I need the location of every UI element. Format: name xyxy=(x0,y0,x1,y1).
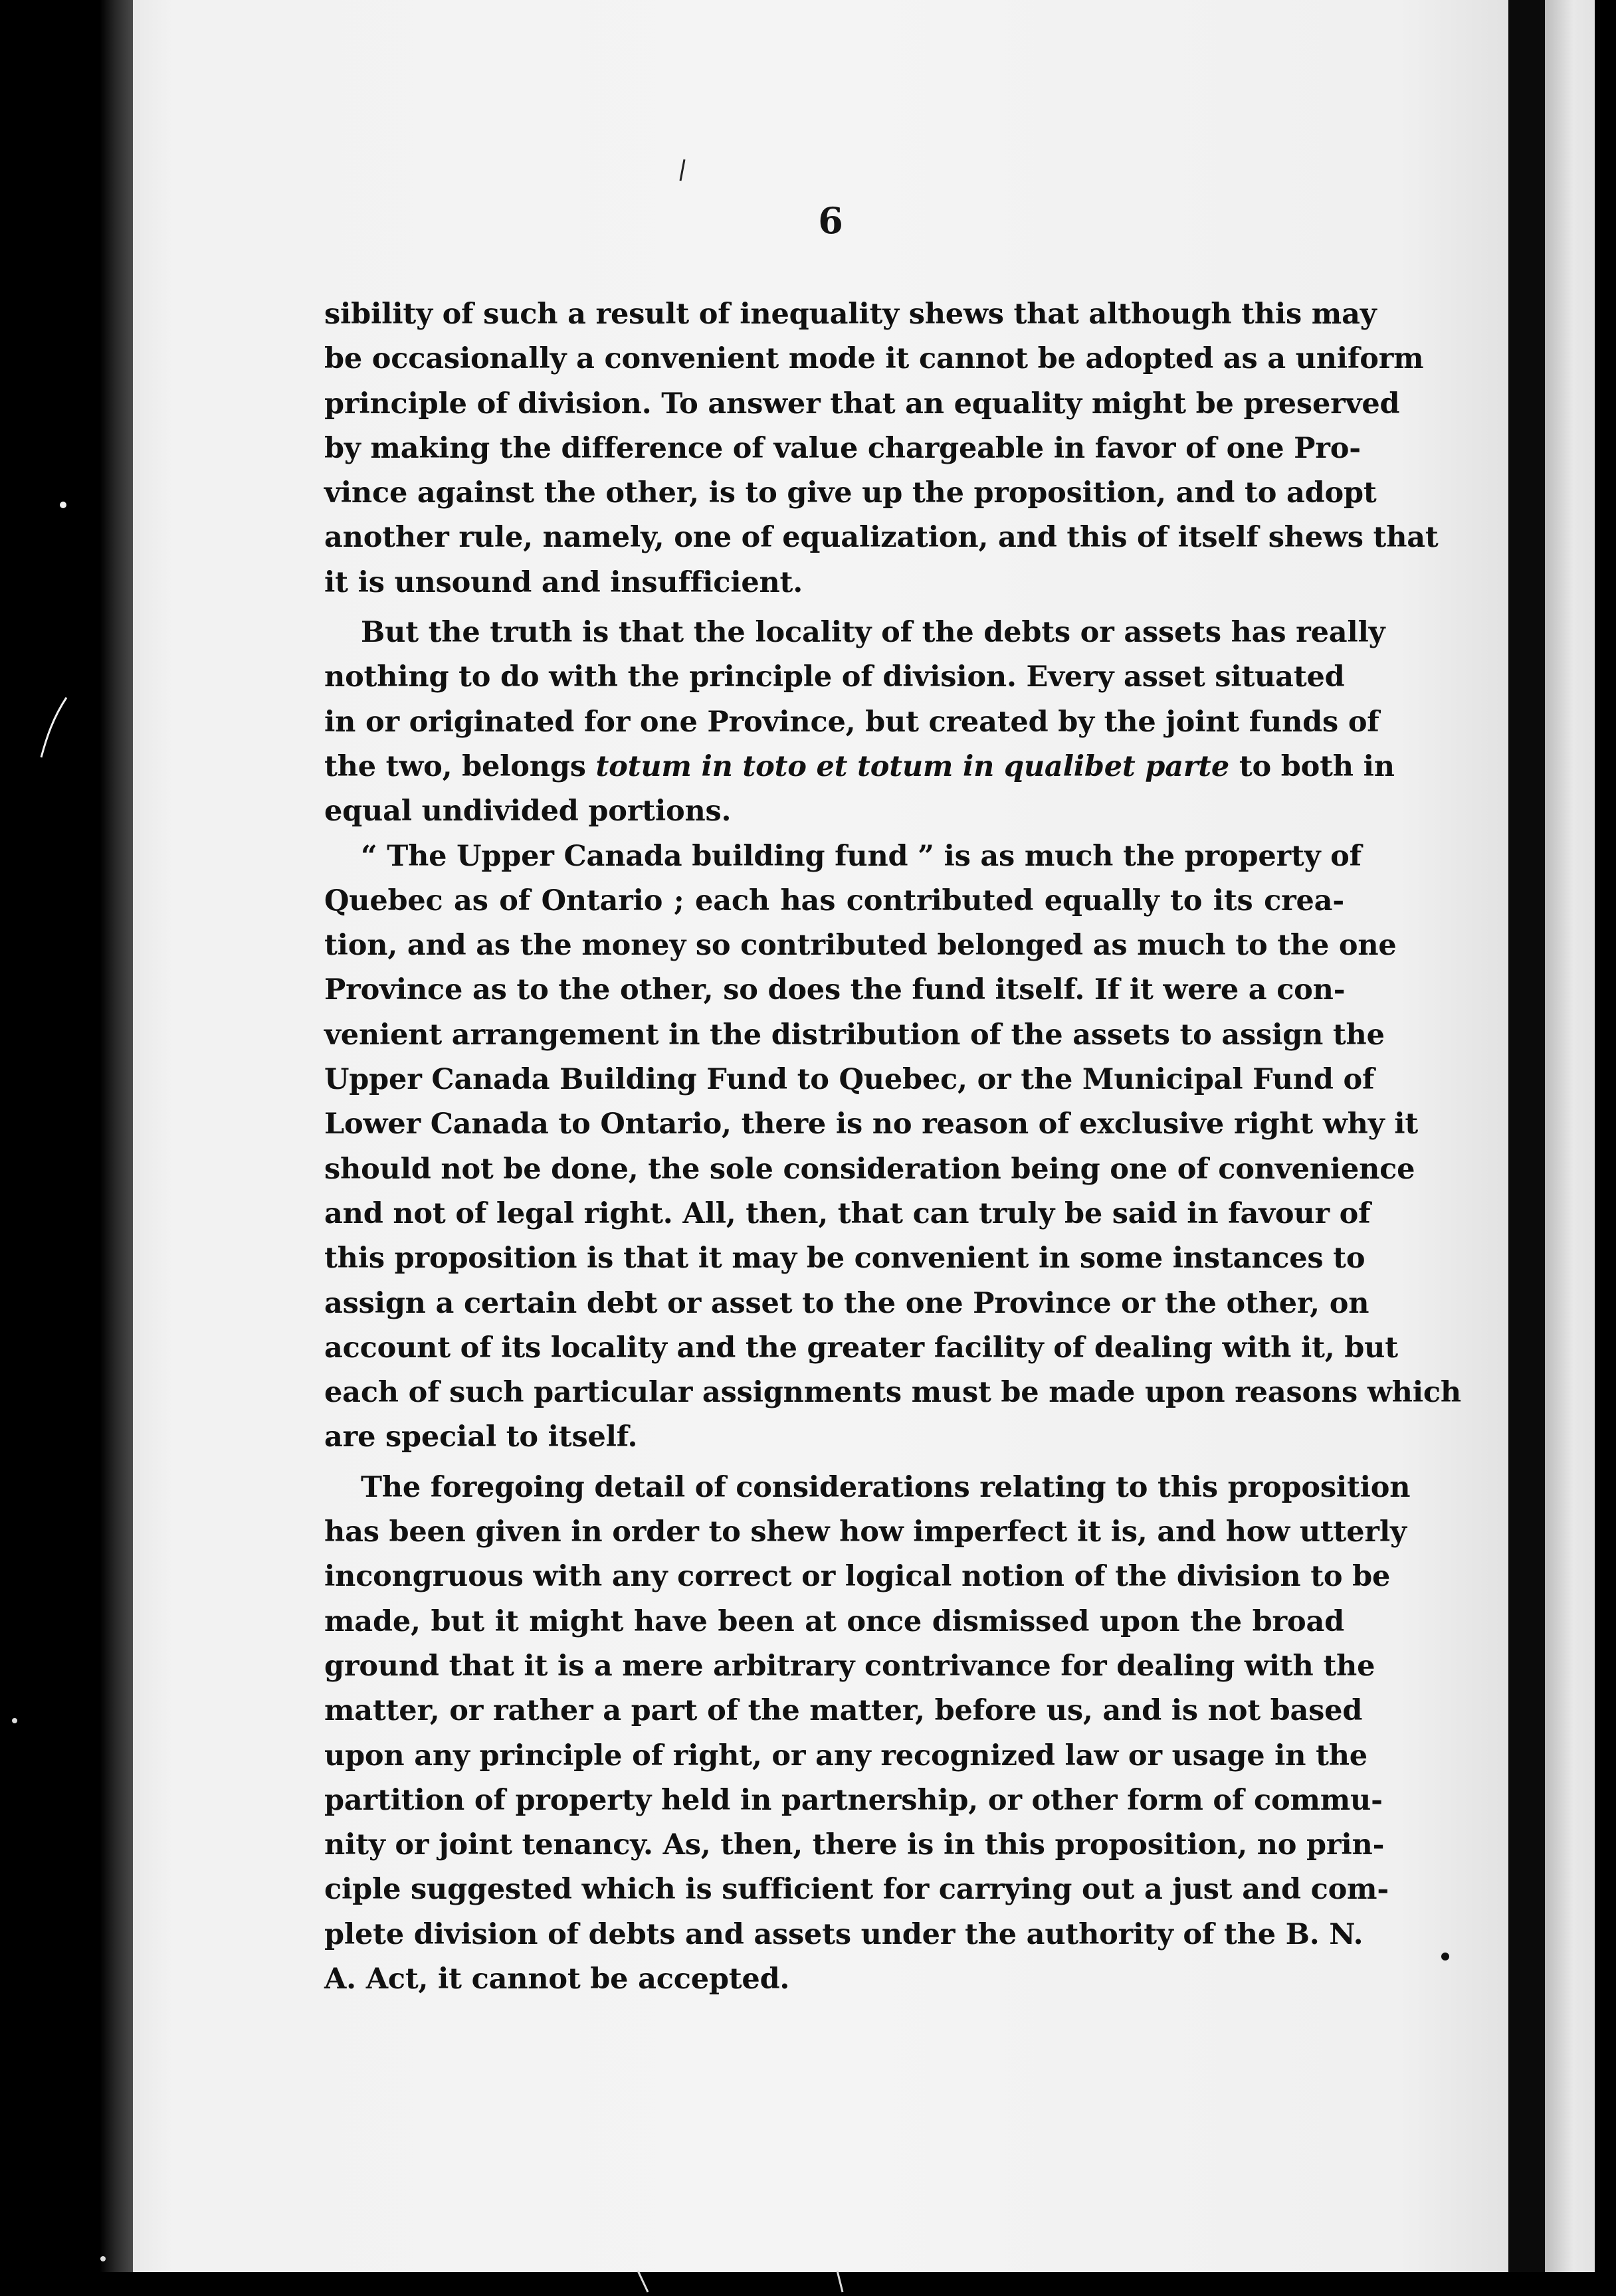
text-line: it is unsound and insufficient. xyxy=(324,565,803,599)
scan-left-margin xyxy=(0,0,133,2296)
latin-phrase: totum in toto et totum in qualibet parte xyxy=(595,749,1230,783)
text-line: “ The Upper Canada building fund ” is as much the property of xyxy=(361,839,1362,873)
text-line: by making the difference of value chargeable in favor of one Pro- xyxy=(324,431,1361,465)
text-line: incongruous with any correct or logical notion of the division to be xyxy=(324,1560,1391,1594)
text-line-with-latin xyxy=(324,745,1395,789)
text-line: ground that it is a mere arbitrary contrivance for dealing with the xyxy=(324,1649,1375,1683)
text-line: assign a certain debt or asset to the one Province or the other, on xyxy=(324,1286,1369,1320)
text-line: upon any principle of right, or any recognized law or usage in the xyxy=(324,1739,1367,1772)
text-line: nothing to do with the principle of division. Every asset situated xyxy=(324,660,1345,694)
text-fragment: the two, belongs xyxy=(324,749,596,783)
body-text xyxy=(324,292,1461,2002)
text-line: venient arrangement in the distribution of the assets to assign the xyxy=(324,1018,1385,1052)
text-line: and not of legal right. All, then, that can truly be said in favour of xyxy=(324,1196,1371,1230)
text-line: But the truth is that the locality of the debts or assets has really xyxy=(361,616,1385,650)
text-line: principle of division. To answer that an equality might be preserved xyxy=(324,387,1400,421)
page-number: 6 xyxy=(818,199,843,242)
text-line: partition of property held in partnership, or other form of commu- xyxy=(324,1783,1383,1817)
text-line: The foregoing detail of considerations relating to this proposition xyxy=(361,1470,1411,1504)
text-line: sibility of such a result of inequality shews that although this may xyxy=(324,298,1377,331)
page-gutter xyxy=(1508,0,1545,2296)
text-line: Quebec as of Ontario ; each has contributed equally to its crea- xyxy=(324,884,1344,917)
text-line: equal undivided portions. xyxy=(324,795,732,828)
text-line: Province as to the other, so does the fund itself. If it were a con- xyxy=(324,973,1346,1007)
text-line: in or originated for one Province, but created by the joint funds of xyxy=(324,705,1379,739)
text-line: account of its locality and the greater facility of dealing with it, but xyxy=(324,1331,1398,1365)
text-line: A. Act, it cannot be accepted. xyxy=(324,1962,790,1996)
text-line: made, but it might have been at once dismissed upon the broad xyxy=(324,1604,1344,1638)
text-line: tion, and as the money so contributed belonged as much to the one xyxy=(324,929,1397,963)
text-line: should not be done, the sole consideration being one of convenience xyxy=(324,1152,1415,1186)
text-line: another rule, namely, one of equalization, and this of itself shews that xyxy=(324,521,1439,555)
text-line: each of such particular assignments must be made upon reasons which xyxy=(324,1376,1461,1410)
text-line: are special to itself. xyxy=(324,1420,638,1454)
text-line: Lower Canada to Ontario, there is no reason of exclusive right why it xyxy=(324,1107,1419,1141)
text-fragment: to both in xyxy=(1229,749,1395,783)
text-line: Upper Canada Building Fund to Quebec, or the Municipal Fund of xyxy=(324,1063,1375,1097)
text-line: vince against the other, is to give up the proposition, and to adopt xyxy=(324,476,1377,510)
text-line: be occasionally a convenient mode it cannot be adopted as a uniform xyxy=(324,342,1424,376)
scan-bottom-margin xyxy=(0,2272,1616,2296)
text-line: this proposition is that it may be convenient in some instances to xyxy=(324,1242,1365,1276)
text-line: matter, or rather a part of the matter, before us, and is not based xyxy=(324,1694,1363,1728)
text-line: ciple suggested which is sufficient for carrying out a just and com- xyxy=(324,1873,1389,1907)
text-line: nity or joint tenancy. As, then, there is in this proposition, no prin- xyxy=(324,1828,1385,1862)
text-line: plete division of debts and assets under the authority of the B. N. xyxy=(324,1917,1364,1951)
scan-right-margin xyxy=(1595,0,1616,2296)
text-line: has been given in order to shew how imperfect it is, and how utterly xyxy=(324,1515,1407,1549)
